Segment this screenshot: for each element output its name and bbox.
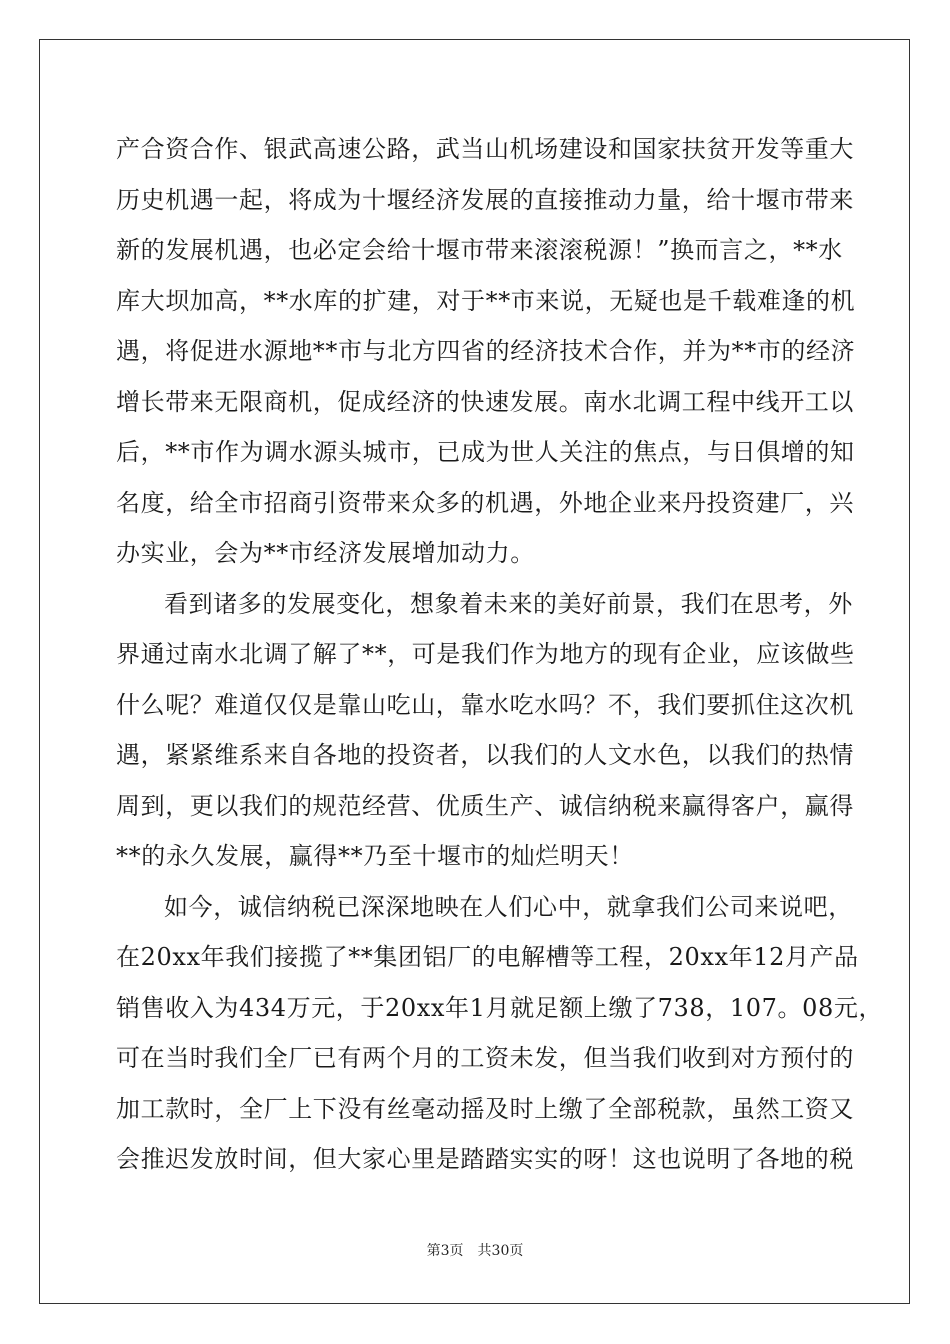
page-number: 第3页 (426, 1243, 464, 1259)
text-line-1: 产合资合作、银武高速公路，武当山机场建设和国家扶贫开发等重大 (116, 135, 854, 163)
text-line-11: 界通过南水北调了解了**，可是我们作为地方的现有企业，应该做些 (116, 640, 855, 668)
page-total: 共30页 (477, 1243, 524, 1259)
text-line-21: 会推迟发放时间，但大家心里是踏踏实实的呀！这也说明了各地的税 (116, 1145, 854, 1173)
text-line-2: 历史机遇一起，将成为十堰经济发展的直接推动力量，给十堰市带来 (116, 185, 854, 214)
text-line-14: 周到，更以我们的规范经营、优质生产、诚信纳税来赢得客户，赢得 (116, 791, 854, 820)
text-line-8: 名度，给全市招商引资带来众多的机遇，外地企业来丹投资建厂，兴 (116, 488, 854, 517)
text-line-19: 可在当时我们全厂已有两个月的工资未发，但当我们收到对方预付的 (116, 1044, 854, 1072)
text-line-9: 办实业，会为**市经济发展增加动力。 (116, 539, 535, 567)
text-line-15: **的永久发展，赢得**乃至十堰市的灿烂明天！ (116, 842, 634, 870)
text-line-12: 什么呢？难道仅仅是靠山吃山，靠水吃水吗？不，我们要抓住这次机 (116, 690, 854, 719)
document-body (116, 124, 884, 1185)
text-line-10: 看到诸多的发展变化，想象着未来的美好前景，我们在思考，外 (164, 589, 853, 618)
text-line-4: 库大坝加高，**水库的扩建，对于**市来说，无疑也是千载难逢的机 (116, 286, 856, 315)
text-line-6: 增长带来无限商机，促成经济的快速发展。南水北调工程中线开工以 (116, 387, 854, 416)
text-line-5: 遇，将促进水源地**市与北方四省的经济技术合作，并为**市的经济 (116, 337, 856, 365)
text-line-20: 加工款时，全厂上下没有丝毫动摇及时上缴了全部税款，虽然工资又 (116, 1094, 854, 1123)
text-line-17: 在20xx年我们接揽了**集团铝厂的电解槽等工程，20xx年12月产品 (116, 943, 859, 971)
text-line-16: 如今，诚信纳税已深深地映在人们心中，就拿我们公司来说吧， (164, 892, 853, 921)
page-footer (0, 1240, 950, 1260)
text-line-7: 后，**市作为调水源头城市，已成为世人关注的焦点，与日俱增的知 (116, 438, 855, 466)
text-line-13: 遇，紧紧维系来自各地的投资者，以我们的人文水色，以我们的热情 (116, 741, 854, 769)
text-line-18: 销售收入为434万元，于20xx年1月就足额上缴了738，107。08元， (116, 993, 884, 1022)
text-line-3: 新的发展机遇，也必定会给十堰市带来滚滚税源！”换而言之，**水 (116, 236, 843, 264)
